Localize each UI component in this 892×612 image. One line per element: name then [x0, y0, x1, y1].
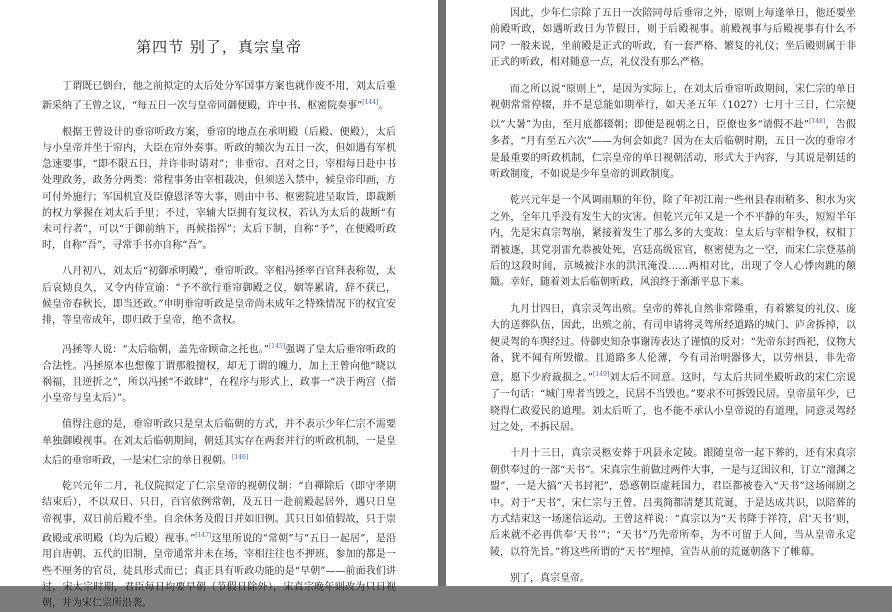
paragraph-text: 。: [378, 100, 389, 112]
paragraph: [490, 6, 856, 72]
paragraph: [490, 571, 856, 587]
footnote-ref[interactable]: [149]: [592, 371, 610, 379]
paragraph-text: 乾兴元年是一个风调雨顺的年份，除了年初江南一些州县春雨稍多、积水为灾之外，全年几乎没有发生大的灾害。但乾兴元年又是一个不平静的年头，短短半年内，先是宋真宗驾崩，紧接着发生了那么多的大变故：皇太后与宰相争权，权相丁谓被逐，其党羽雷允恭被处死，宫廷高级宦官，枢密使为之一空，而宋仁宗登基前后的这段时间，京城被汴水的洪汛淹没……两相对比，出现了令人心悸肉跳的颠簸。幸好，随着刘太后临朝听政，风浪终于渐渐平息下来。: [490, 195, 856, 289]
paragraph-text: 十月十三日，真宗灵柩安葬于巩县永定陵。跟随皇帝一起下葬的，还有宋真宗朝供奉过的一部“天书”。宋真宗生前做过两件大事，一是与辽国议和，订立“澶渊之盟”，一是大搞“天书封祀”，恐惑朝臣虚耗国力，君臣都被卷入“天书”这场闹剧之中。对于“天书”，宋仁宗与王曾、吕夷简都清楚其荒诞，于是达成共识，以陪葬的方式结束这一场迷信运动。王曾这样说：“真宗以为“天书降于祥符，启‘天书’则，后来就不必再供奉‘天书’”；“天书”乃先帝所奉，为不可留于人间，当从皇帝永定陵，以符先旨。”: [490, 448, 856, 558]
paragraph-text: 别了，真宗皇帝。: [510, 573, 590, 585]
footnote-ref[interactable]: [145]: [268, 343, 286, 351]
footnote-ref[interactable]: [148]: [809, 118, 826, 126]
paragraph-text: 冯拯等人说：“太后临朝，盖先帝顾命之托也。”: [62, 344, 269, 356]
paragraph: [490, 82, 856, 184]
paragraph-text: 这里所说的“常朝”与“五日一起居”，是沿用自唐朝、五代的旧制，皇帝通常并未在场，宰相往往也不押班，参加的都是一些不厘务的官员，徒具形式而已；真正具有听政功能的是“早朝”——前面我们讲过，宋太宗时期，君臣每日均要早朝（节假日除外），宋真宗晚年则改为只日视朝，并为宋仁宗所沿袭。: [42, 533, 396, 609]
paragraph-text: 强调了皇太后垂帘听政的合法性。冯拯原本也想像丁谓那般擅权，却无丁谓的魄力，加上王曾向他“晓以祸福，且逆折之”，所以冯拯“不敢肆”，在程序与形式上，政事一“决于两宫（指小皇帝与皇太后）”。: [42, 344, 396, 405]
paragraph-text: 刘太后不同意。这时，与太后共同坐殿听政的宋仁宗说了一句话：“城门卑者当毁之，民居不当毁也。”要求不可拆毁民居。皇帝虽年少，已晓得仁政爱民的道理。刘太后听了，也不能不承认小皇帝说的有道理，同意灵驾经过之处，不拆民居。: [490, 372, 856, 433]
paragraph: [490, 193, 856, 291]
footnote-ref[interactable]: [146]: [232, 453, 249, 461]
paragraph-text: 八月初八，刘太后“初御承明殿”，垂帘听政。宰相冯拯率百官拜表称贺，太后哀恸良久，又令内侍宣谕：“予不欲行垂帘御殿之仪，姻等累请，辞不获已，候皇帝春秋长，即当还政。”申明垂帘听政是皇帝尚未成年之特殊情况下的权宜安排，等皇帝成年，即归政于皇帝，绝不贪权。: [42, 266, 396, 326]
paragraph: [42, 79, 396, 115]
paragraph: [490, 302, 856, 437]
paragraph-text: ，告假多者，“月有至五六次”——为何会如此？因为在太后临朝时期，五日一次的垂帘才是最重要的听政机制，仁宗皇帝的单日视朝活动，形式大于内容，与其说是朝廷的听政制度，不如说是少年皇帝的训政制度。: [490, 119, 857, 180]
section-title: 第四节 别了，真宗皇帝: [136, 38, 302, 56]
paragraph: [42, 339, 396, 407]
paragraph: [42, 264, 396, 329]
paragraph-text: 值得注意的是，垂帘听政只是皇太后临朝的方式，并不表示少年仁宗不需要单独御殿视事。在刘太后临朝期间，朝廷其实存在两套并行的听政机制，一是皇太后的垂帘听政，一是宋仁宗的单日视朝。: [42, 419, 396, 467]
footnote-ref[interactable]: [147]: [195, 531, 212, 539]
paragraph-text: 而之所以说“原则上”，是因为实际上，在刘太后垂帘听政期间，宋仁宗的单日视朝常常停辍，并不是总能如期举行，如天圣五年（1027）七月十三日，仁宗便以“大暑”为由，至月底都辍朝；即便是视朝之日，臣僚也多“请假不赴”: [490, 83, 856, 131]
paragraph-text: 乾兴元年二月，礼仪院拟定了仁宗皇帝的视朝仪制：“自禪除后（即守孝期结束后），不以双日、只日，百官依例常朝，及五日一赴前殿起居外，遇只日皇帝视事，双日前后殿不坐。自余休务及假日并如旧例。其只日如值假故，只于崇政殿或承明殿（均为后殿）视事。”: [42, 481, 396, 545]
paragraph-text: 根据王曾设计的垂帘听政方案，垂帘的地点在承明殿（后殿、便殿），太后与小皇帝并坐于帘内，大臣在帘外奏事。听政的频次为五日一次，但如遇有军机急速要事，“即不限五日，并许非时请对”；非垂帘、召对之日，宰相每日赴中书处理政务，政务分两类：常程事务由宰相裁决，但须送入禁中，候皇帝印画，方可付外施行；军国机宜及臣僚恩泽等大事，则由中书、枢密院进呈取旨，即裁断的权力掌握在刘太后手里；不过，宰辅大臣拥有复议权，若认为太后的裁断“有未可行者”，可以“于御前纳下，再候指挥”；太后下制，自称“予”，在便殿听政时，自称“吾”，寻常手书亦自称“吾”。: [42, 126, 396, 252]
paragraph-text: 将这些所谓的“天书”埋掉，宣告从前的荒诞朝落下了帷幕。: [560, 546, 821, 558]
paragraph: [490, 446, 856, 561]
page-gutter: [438, 0, 446, 586]
paragraph-text: 丁谓既已倒台，他之前拟定的太后处分军国事方案也就作废不用，刘太后重新采纳了王曾之议，“每五日一次与皇帝同御便殿，许中书、枢密院奏事”: [42, 81, 396, 112]
footnote-ref[interactable]: [144]: [362, 99, 379, 107]
paragraph: [42, 125, 396, 255]
left-page: [0, 0, 438, 609]
right-page: [446, 0, 892, 586]
paragraph: [42, 479, 396, 612]
paragraph-text: 九月廿四日，真宗灵驾出殡。皇帝的葬礼自然非常隆重，有着繁复的礼仪、庞大的送葬队伍，因此，出殡之前，有司申请将灵驾所经道路的城门、庐舍拆掉，以便灵驾的车舆经过。侍御史知杂事谢涛表达了谨慎的反对：“先帝东封西祀，仪物大备，犹不闻有所毁撤。且道路多人伦薄，今有司治明器侈大，以劳州县，非先帝意，愿下少府裁损之。”: [490, 303, 856, 384]
paragraph-text: 因此，少年仁宗除了五日一次陪同母后垂帘之外，原则上每逢单日，他还要坐前殿听政，如遇听政日为节假日，则于后殿视事。前殿视事与后殿视事有什么不同？一般来说，坐前殿是正式的听政，有一套严格、繁复的礼仪；坐后殿则属于非正式的听政，相对随意一点，礼仪没有那么严格。: [490, 8, 856, 69]
paragraph: [42, 417, 396, 469]
